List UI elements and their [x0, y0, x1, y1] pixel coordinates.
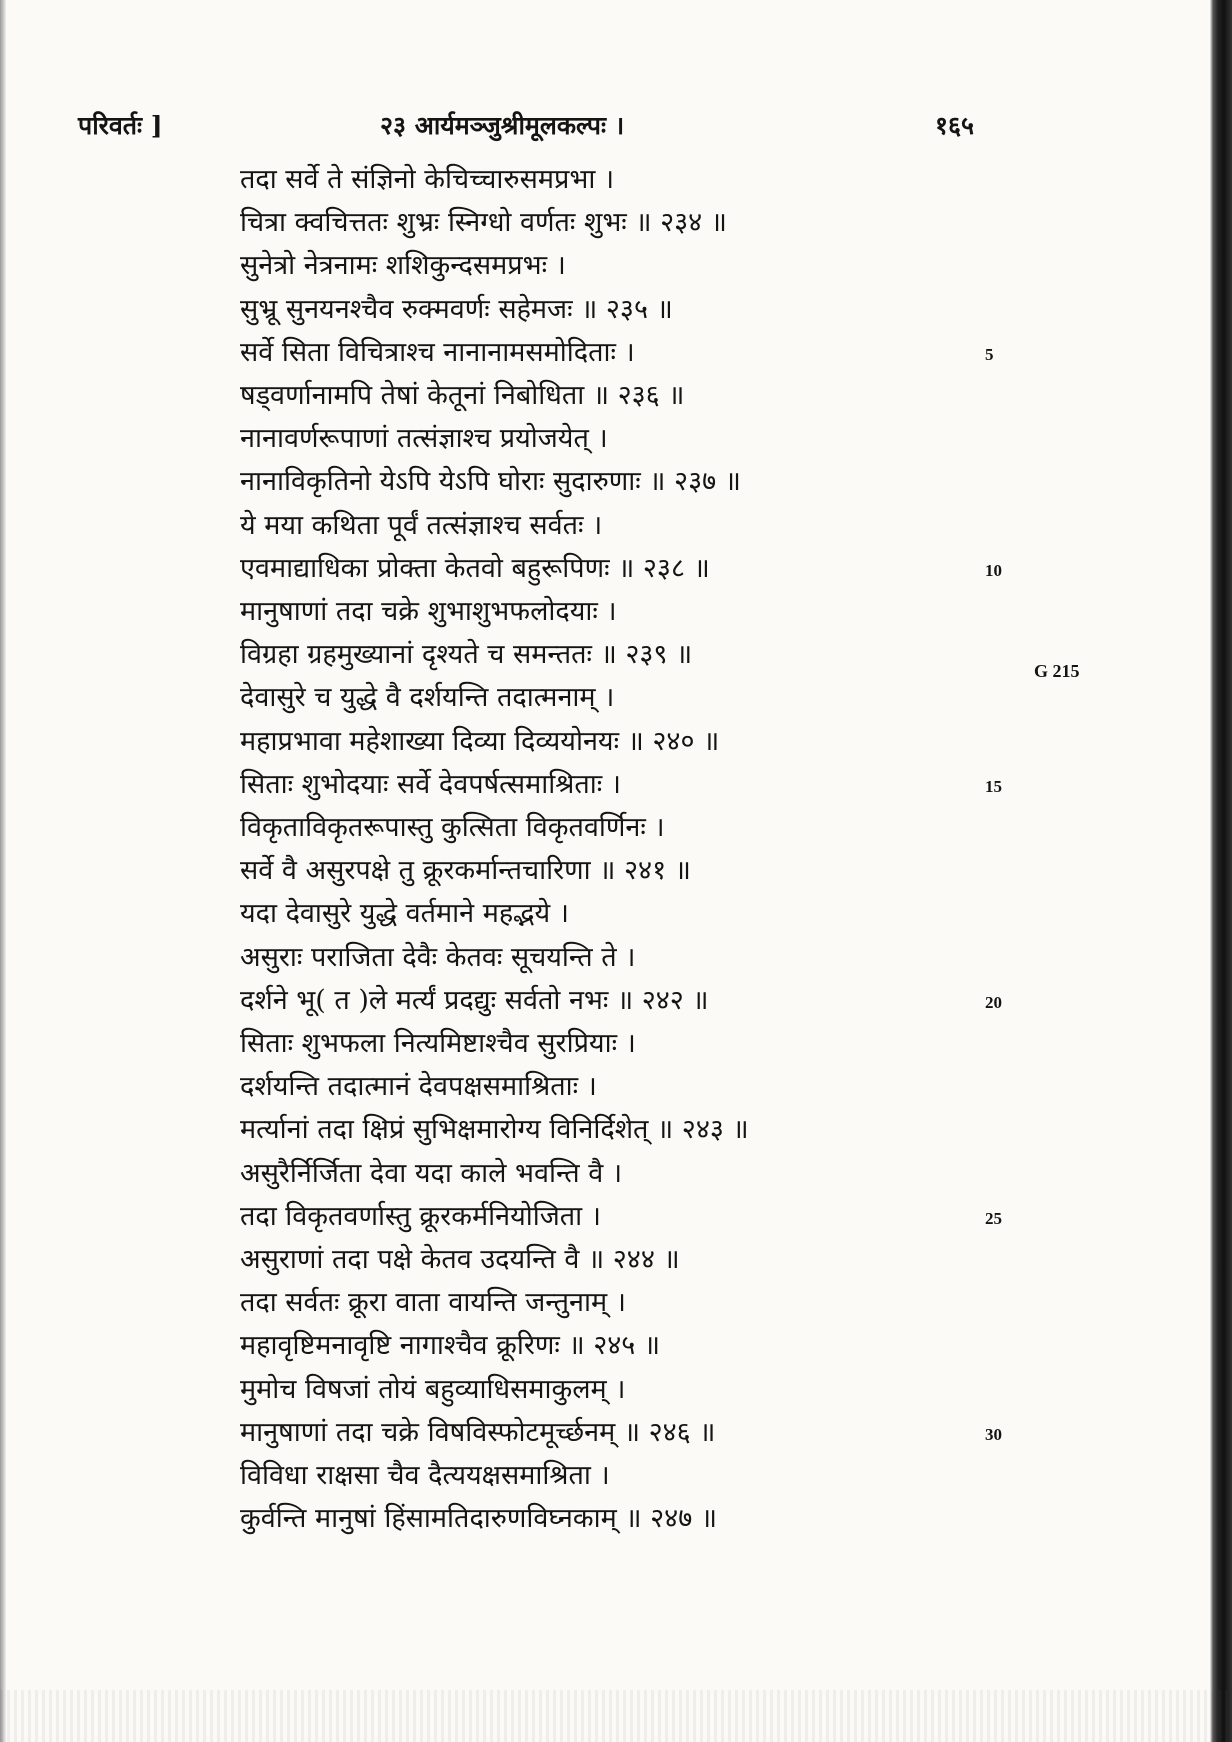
- verse-line: तदा सर्वतः क्रूरा वाता वायन्ति जन्तुनाम् ।: [240, 1287, 626, 1319]
- scan-smudge: [0, 1690, 1232, 1742]
- verse-line: यदा देवासुरे युद्धे वर्तमाने महद्भये ।: [240, 898, 569, 930]
- verse-line: असुराणां तदा पक्षे केतव उदयन्ति वै ॥ २४४ ॥: [240, 1244, 680, 1275]
- line-number: 25: [985, 1208, 1002, 1228]
- line-number: 5: [985, 344, 994, 364]
- header-title: २३ आर्यमञ्जुश्रीमूलकल्पः ।: [380, 111, 625, 140]
- verse-line: सिताः शुभोदयाः सर्वे देवपर्षत्समाश्रिताः ।: [240, 768, 622, 800]
- verse-line: असुरैर्निर्जिता देवा यदा काले भवन्ति वै ।: [240, 1157, 623, 1189]
- header-chapter-label: परिवर्तः ]: [78, 111, 163, 140]
- verse-line: असुराः पराजिता देवैः केतवः सूचयन्ति ते ।: [240, 941, 636, 973]
- verse-line: दर्शयन्ति तदात्मानं देवपक्षसमाश्रिताः ।: [240, 1071, 597, 1103]
- line-number: 20: [985, 992, 1002, 1012]
- verse-line: चित्रा क्वचित्ततः शुभ्रः स्निग्धो वर्णतः शुभः ॥ २३४ ॥: [240, 207, 727, 239]
- verse-line: षड्वर्णानामपि तेषां केतूनां निबोधिता ॥ २३६ ॥: [240, 380, 685, 411]
- running-header: [0, 108, 1232, 144]
- verse-line: कुर्वन्ति मानुषां हिंसामतिदारुणविघ्नकाम् ॥ २४७ ॥: [240, 1503, 717, 1535]
- header-page-number: १६५: [935, 111, 975, 140]
- verse-line: ये मया कथिता पूर्वं तत्संज्ञाश्च सर्वतः ।: [240, 509, 603, 541]
- verse-line: सुभ्रू सुनयनश्चैव रुक्मवर्णः सहेमजः ॥ २३५ ॥: [240, 293, 673, 325]
- verse-line: मर्त्यानां तदा क्षिप्रं सुभिक्षमारोग्य विनिर्दिशेत् ॥ २४३ ॥: [240, 1114, 749, 1146]
- book-spine-shadow: [1210, 0, 1232, 1742]
- verse-line: तदा विकृतवर्णास्तु क्रूरकर्मनियोजिता ।: [240, 1200, 601, 1232]
- verse-line: विग्रहा ग्रहमुख्यानां दृश्यते च समन्ततः ॥ २३९ ॥: [240, 639, 693, 671]
- verse-line: सर्वे वै असुरपक्षे तु क्रूरकर्मान्तचारिणा ॥ २४१ ॥: [240, 855, 691, 887]
- verse-line: मानुषाणां तदा चक्रे विषविस्फोटमूर्च्छनम् ॥ २४६ ॥: [240, 1416, 716, 1448]
- page-left-edge: [0, 0, 6, 1742]
- verse-line: विकृताविकृतरूपास्तु कुत्सिता विकृतवर्णिनः ।: [240, 812, 665, 843]
- verse-line: महावृष्टिमनावृष्टि नागाश्चैव क्रूरिणः ॥ २४५ ॥: [240, 1330, 661, 1362]
- line-number: 15: [985, 776, 1002, 796]
- verse-line: सर्वे सिता विचित्राश्च नानानामसमोदिताः ।: [240, 336, 635, 368]
- verse-line: देवासुरे च युद्धे वै दर्शयन्ति तदात्मनाम् ।: [240, 682, 615, 714]
- verse-line: एवमाद्याधिका प्रोक्ता केतवो बहुरूपिणः ॥ २३८ ॥: [240, 552, 710, 584]
- line-number: 30: [985, 1424, 1002, 1444]
- verse-line: दर्शने भू( त )ले मर्त्यं प्रदद्युः सर्वतो नभः ॥ २४२ ॥: [240, 984, 709, 1016]
- verse-line: नानावर्णरूपाणां तत्संज्ञाश्च प्रयोजयेत् ।: [240, 423, 608, 455]
- verse-line: मुमोच विषजां तोयं बहुव्याधिसमाकुलम् ।: [240, 1373, 626, 1405]
- verse-line: विविधा राक्षसा चैव दैत्ययक्षसमाश्रिता ।: [240, 1460, 610, 1491]
- line-number: 10: [985, 560, 1002, 580]
- verse-line: नानाविकृतिनो येऽपि येऽपि घोराः सुदारुणाः ॥ २३७ ॥: [240, 466, 741, 498]
- margin-reference: G 215: [1034, 661, 1080, 681]
- verse-line: महाप्रभावा महेशाख्या दिव्या दिव्ययोनयः ॥ २४० ॥: [240, 725, 720, 757]
- verse-line: तदा सर्वे ते संज्ञिनो केचिच्चारुसमप्रभा ।: [240, 164, 615, 195]
- verse-line: मानुषाणां तदा चक्रे शुभाशुभफलोदयाः ।: [240, 596, 617, 627]
- verse-line: सिताः शुभफला नित्यमिष्टाश्चैव सुरप्रियाः ।: [240, 1028, 636, 1059]
- verse-line: सुनेत्रो नेत्रनामः शशिकुन्दसमप्रभः ।: [240, 250, 566, 282]
